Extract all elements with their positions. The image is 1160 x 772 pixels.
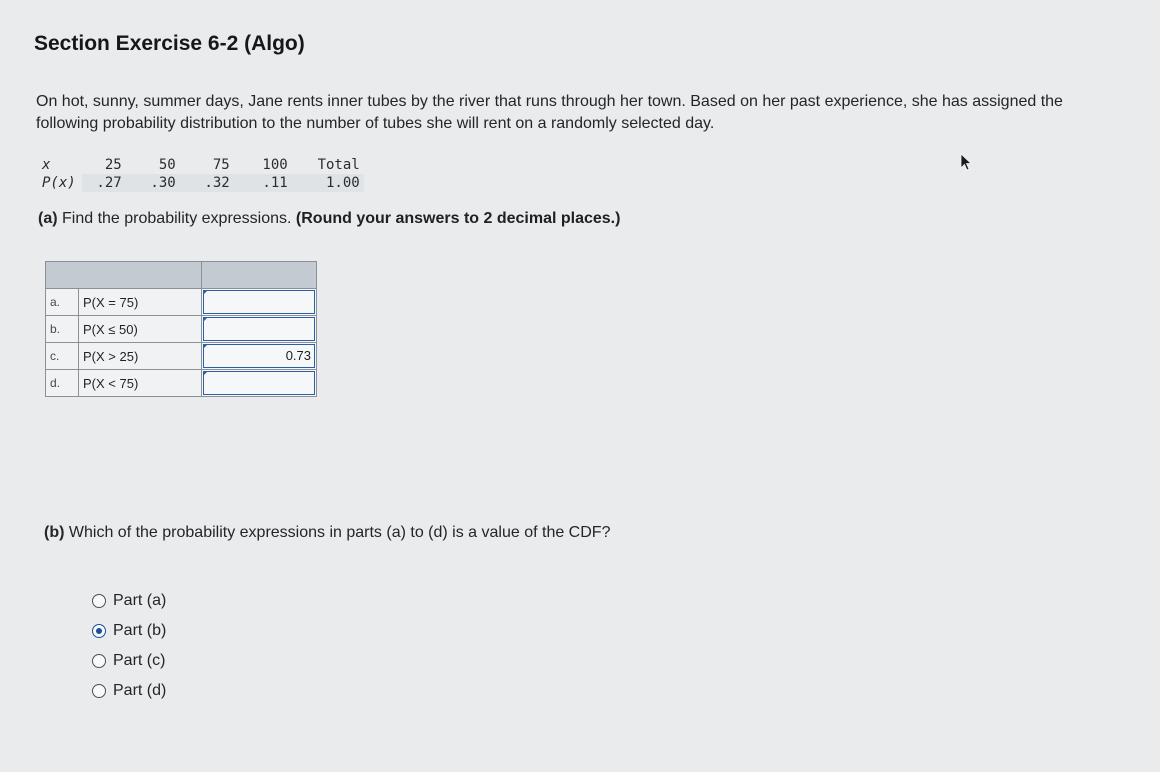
row-expression: P(X > 25) [79, 343, 202, 370]
cdf-radio-group [92, 586, 166, 706]
radio-label: Part (b) [113, 622, 167, 639]
part-a-label: (a) [38, 210, 58, 227]
answer-cell [202, 289, 317, 316]
x-total-label: Total [317, 157, 360, 173]
table-row [46, 343, 317, 370]
radio-button[interactable] [92, 684, 106, 698]
part-a-text: Find the probability expressions. [62, 210, 292, 227]
radio-button[interactable] [92, 594, 106, 608]
answer-input-a[interactable] [203, 290, 315, 314]
table-row [46, 370, 317, 397]
answer-input-c[interactable]: 0.73 [203, 344, 315, 368]
part-a-prompt [38, 210, 620, 228]
row-letter: a. [46, 289, 79, 316]
part-b-prompt [44, 524, 610, 542]
row-expression: P(X ≤ 50) [79, 316, 202, 343]
row-expression: P(X = 75) [79, 289, 202, 316]
row-letter: c. [46, 343, 79, 370]
row-letter: d. [46, 370, 79, 397]
x-label: x [42, 157, 51, 173]
x-value: 75 [212, 157, 230, 173]
radio-button-selected[interactable] [92, 624, 106, 638]
answer-table-header-cell [46, 262, 202, 289]
radio-label: Part (a) [113, 592, 167, 609]
answer-input-d[interactable] [203, 371, 315, 395]
answer-table-header-cell [202, 262, 317, 289]
p-value: .27 [82, 174, 126, 192]
probability-distribution-table [38, 156, 364, 192]
answer-table-header [46, 262, 317, 289]
table-row [46, 316, 317, 343]
question-text: On hot, sunny, summer days, Jane rents inner tubes by the river that runs through her town. Based on her past experience, she has assigned the following probability distribution to the number of tubes she will rent on a randomly selected day. [36, 93, 1063, 132]
answer-table [45, 261, 317, 397]
x-value: 25 [104, 157, 122, 173]
row-letter: b. [46, 316, 79, 343]
radio-option-part-c[interactable] [92, 646, 166, 676]
radio-option-part-d[interactable] [92, 676, 166, 706]
radio-option-part-a[interactable] [92, 586, 166, 616]
x-value: 50 [158, 157, 176, 173]
radio-label: Part (c) [113, 652, 166, 669]
answer-input-b[interactable] [203, 317, 315, 341]
p-value: .32 [180, 174, 234, 192]
page-title: Section Exercise 6-2 (Algo) [34, 32, 305, 55]
p-value: .30 [126, 174, 180, 192]
p-value: .11 [234, 174, 292, 192]
radio-label: Part (d) [113, 682, 167, 699]
answer-cell [202, 370, 317, 397]
p-label: P(x) [42, 175, 76, 191]
part-b-text: Which of the probability expressions in parts (a) to (d) is a value of the CDF? [68, 524, 611, 541]
part-b-label: (b) [44, 524, 65, 541]
p-total: 1.00 [292, 174, 364, 192]
rounding-note: (Round your answers to 2 decimal places.) [295, 210, 621, 227]
radio-button[interactable] [92, 654, 106, 668]
x-value: 100 [262, 157, 288, 173]
answer-cell [202, 343, 317, 370]
table-row [46, 289, 317, 316]
answer-cell [202, 316, 317, 343]
row-expression: P(X < 75) [79, 370, 202, 397]
mouse-pointer-icon [960, 153, 974, 173]
radio-option-part-b[interactable] [92, 616, 166, 646]
